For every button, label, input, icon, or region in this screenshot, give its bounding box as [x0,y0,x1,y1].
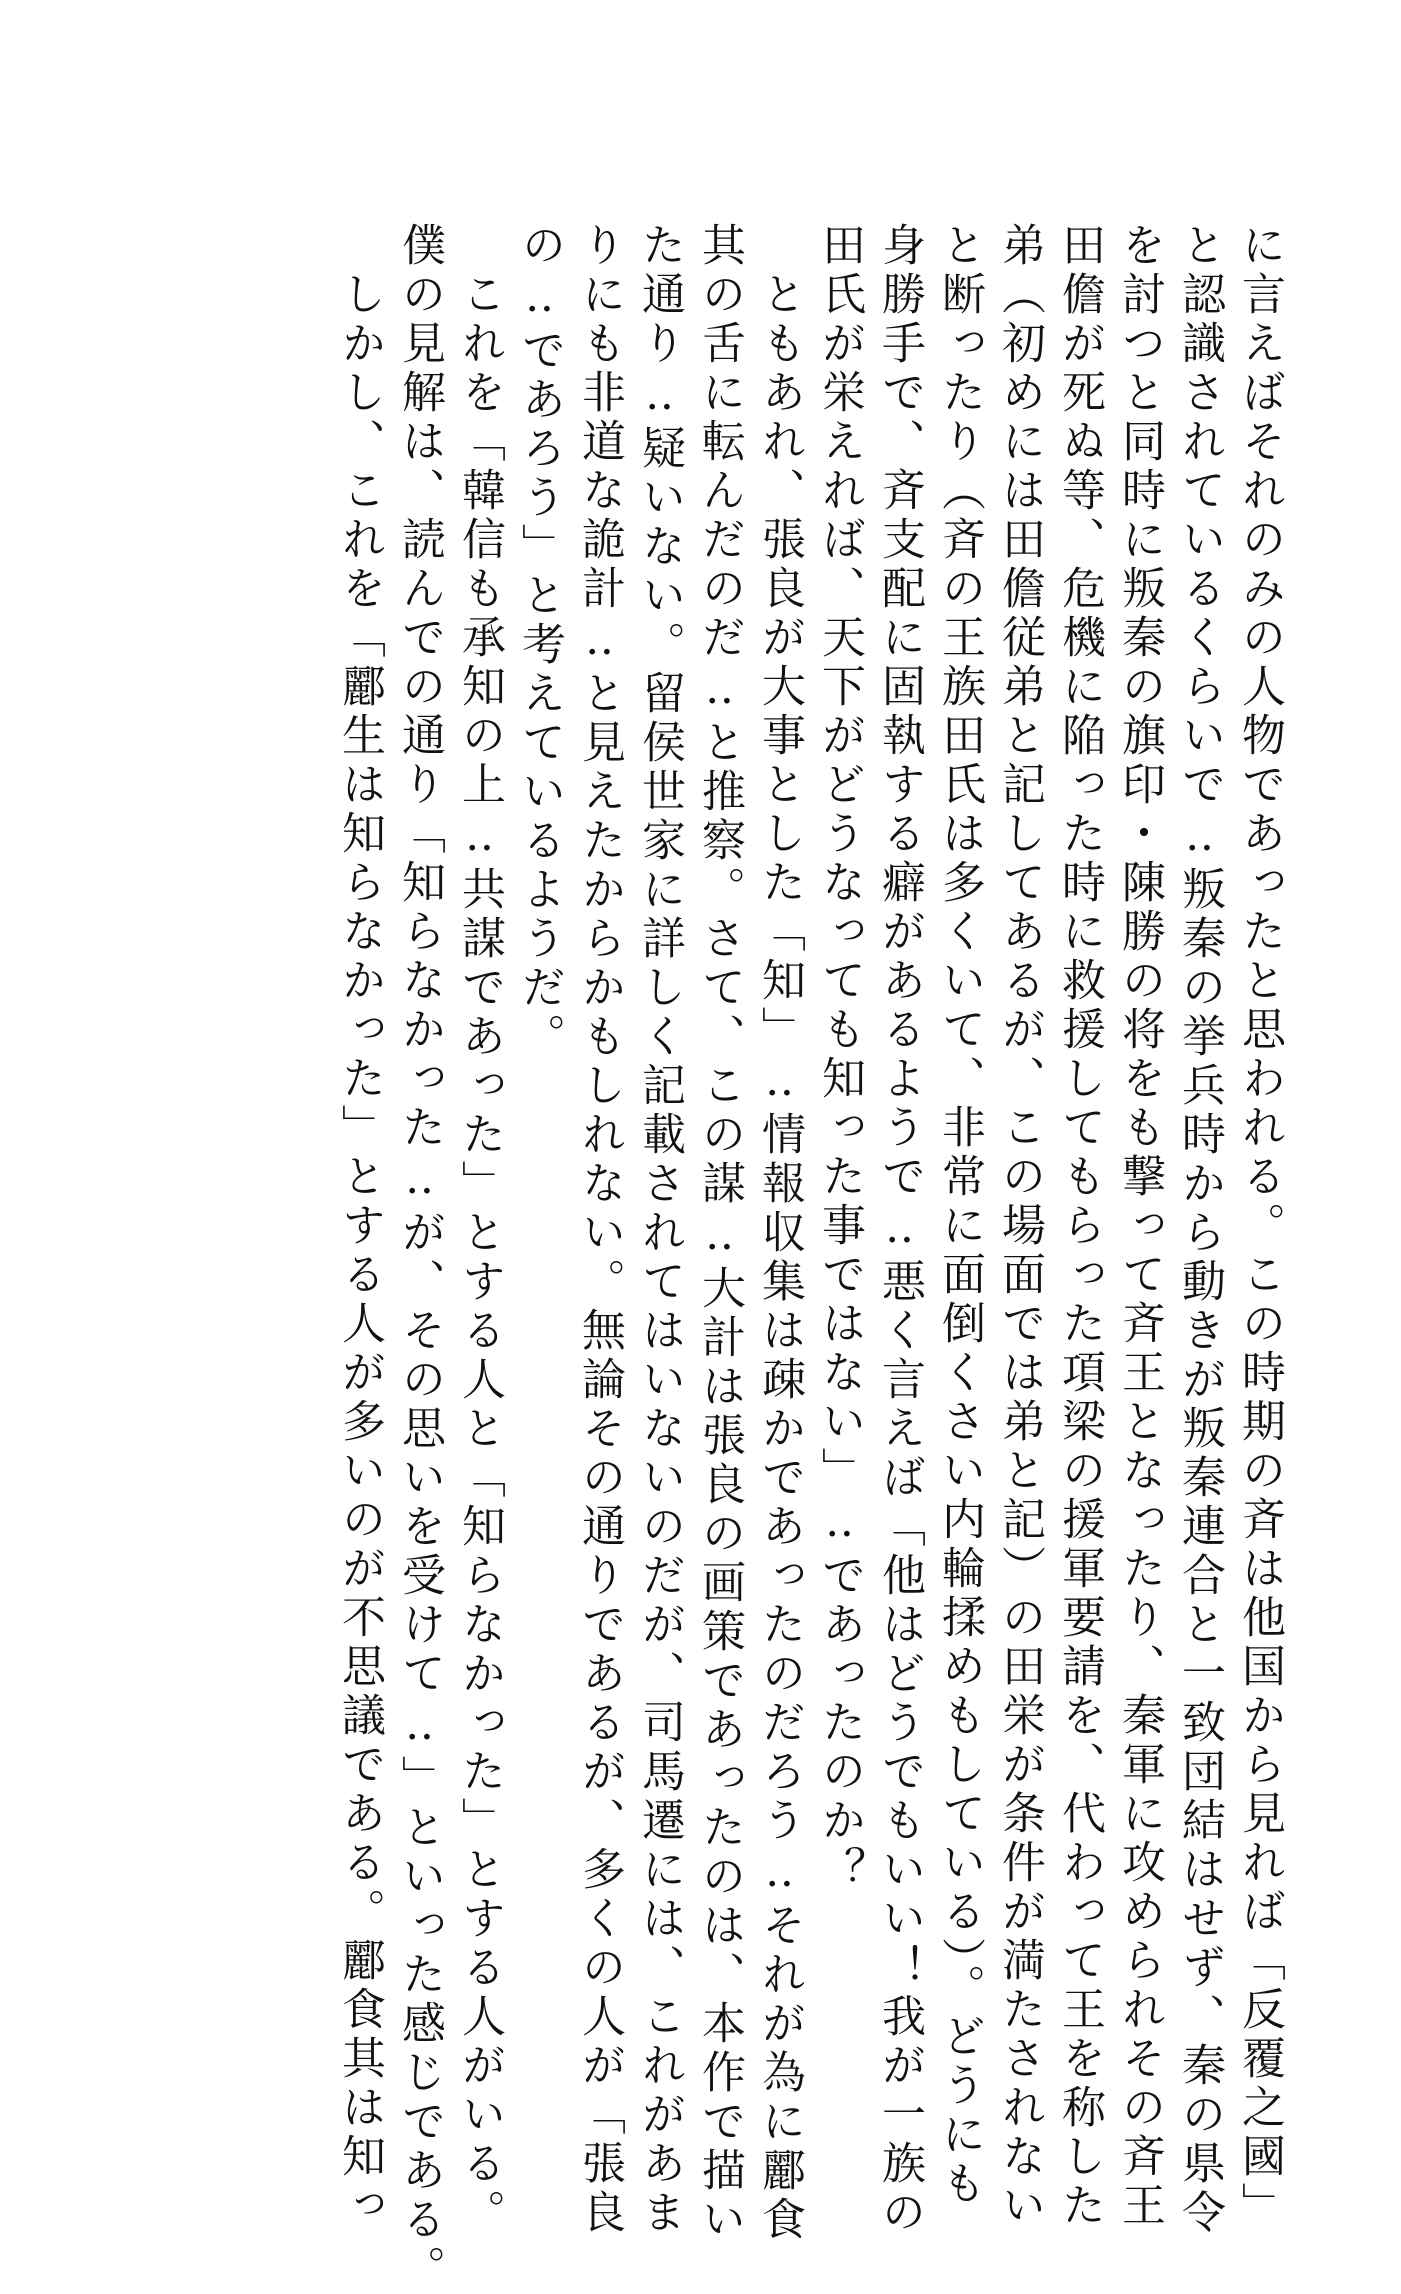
text-column-8: 田氏が栄えれば、天下がどうなっても知った事ではない」‥であったのか？ [814,222,865,1895]
text-column-6: と断ったり（斉の王族田氏は多くいて、非常に面倒くさい内輪揉めもしている）。どうにも [934,222,985,2209]
text-column-4: 田儋が死ぬ等、危機に陥った時に救援してもらった項梁の援軍要請を、代わって王を称した [1054,222,1105,2231]
text-column-2: と認識されているくらいで‥叛秦の挙兵時から動きが叛秦連合と一致団結はせず、秦の県令 [1174,222,1225,2238]
vertical-text-body [329,222,1289,2294]
text-column-14: これを「韓信も承知の上‥共謀であった」とする人と「知らなかった」とする人がいる。 [454,222,505,2238]
text-column-9: ともあれ、張良が大事とした「知」‥情報収集は疎かであったのだろう‥それが為に酈食 [754,222,805,2245]
text-column-16: しかし、これを「酈生は知らなかった」とする人が多いのが不思議である。酈食其は知っ [334,222,385,2231]
text-column-11: た通り‥疑いない。留侯世家に詳しく記載されてはいないのだが、司馬遷には、これがあま [634,222,685,2238]
text-column-5: 弟（初めには田儋従弟と記してあるが、この場面では弟と記）の田栄が条件が満たされない [994,222,1045,2231]
text-column-1: に言えばそれのみの人物であったと思われる。この時期の斉は他国から見れば「反覆之國」 [1234,222,1285,2231]
text-column-13: の‥であろう」と考えているようだ。 [514,222,565,1062]
text-column-12: りにも非道な詭計‥と見えたからかもしれない。無論その通りであるが、多くの人が「張良 [574,222,625,2238]
text-column-7: 身勝手で、斉支配に固執する癖があるようで‥悪く言えば「他はどうでもいい！我が一族の [874,222,925,2238]
text-column-10: 其の舌に転んだのだ‥と推察。さて、この謀‥大計は張良の画策であったのは、本作で描い [694,222,745,2245]
text-column-15: 僕の見解は、読んでの通り「知らなかった‥が、その思いを受けて‥」といった感じである。 [394,222,445,2294]
text-column-3: を討つと同時に叛秦の旗印・陳勝の将をも撃って斉王となったり、秦軍に攻められその斉王 [1114,222,1165,2231]
